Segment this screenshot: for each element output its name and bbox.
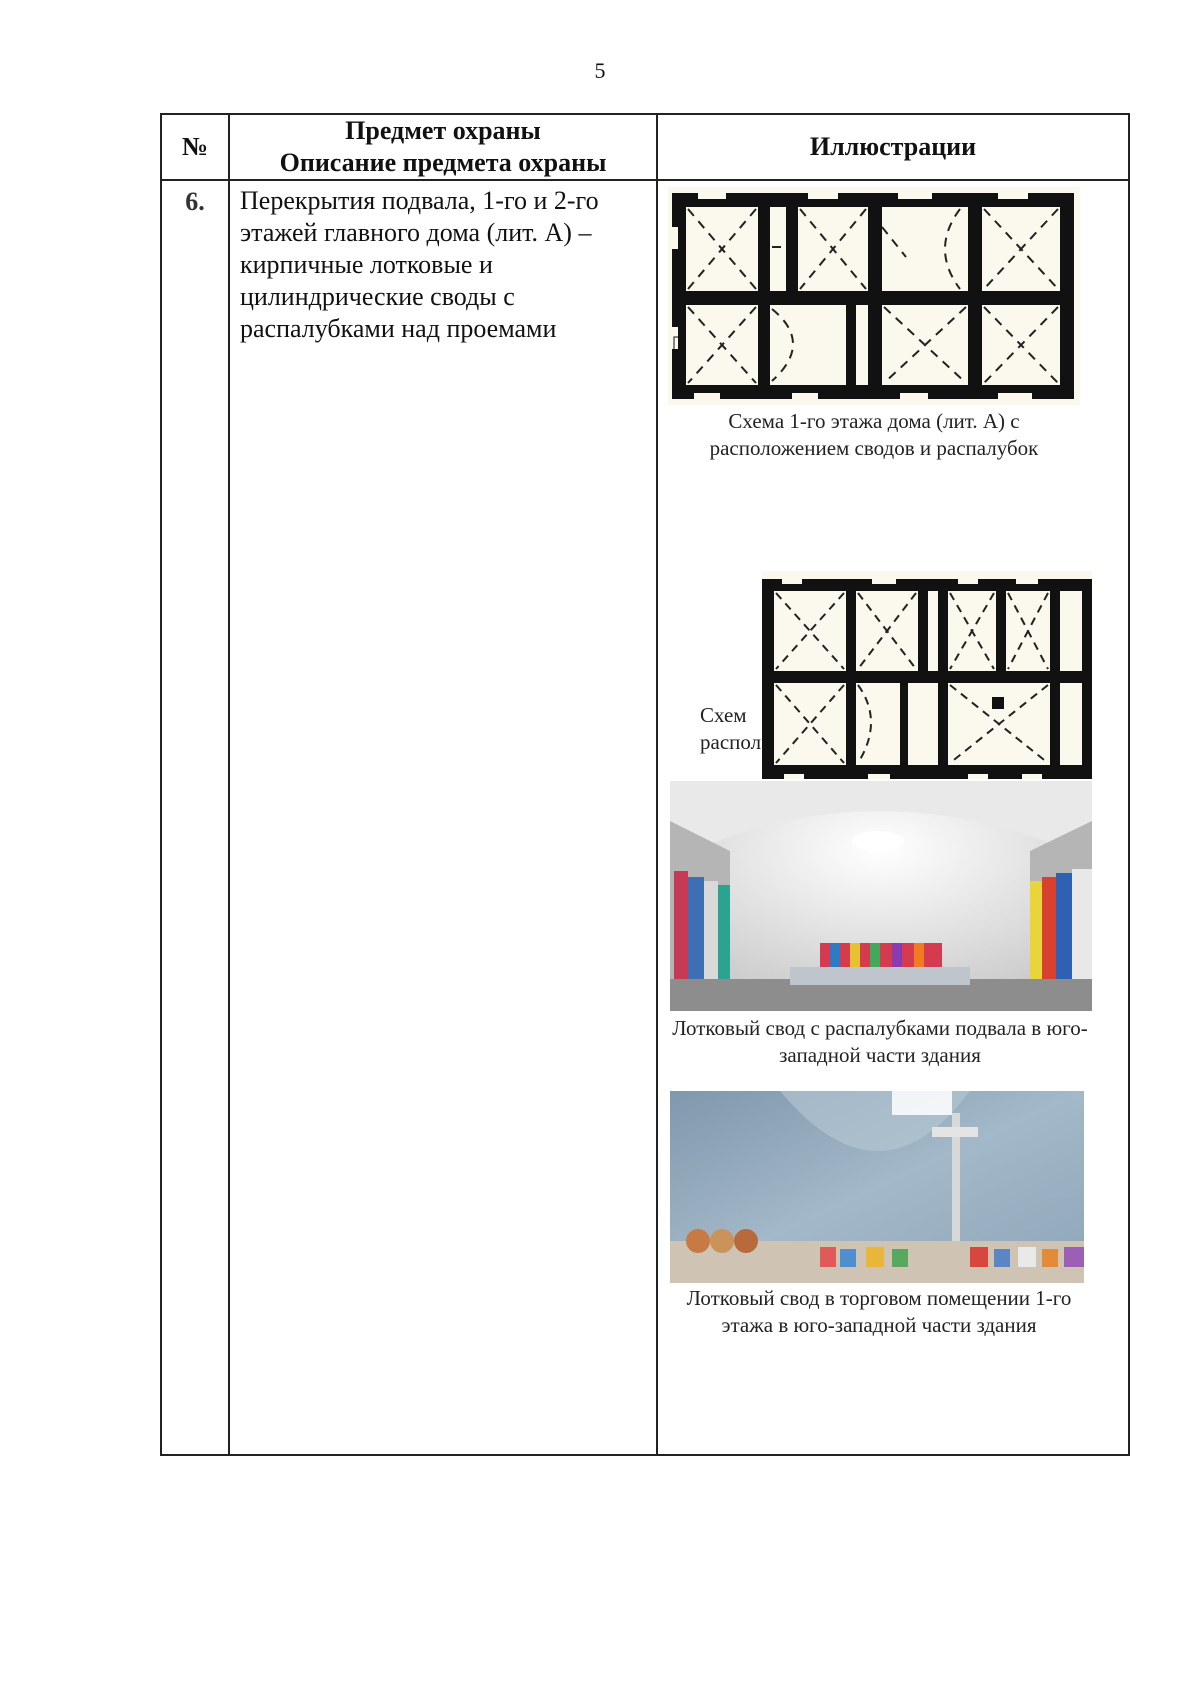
table-row — [161, 180, 1129, 1455]
header-subject-line2: Описание предмета охраны — [279, 148, 607, 177]
row-number: 6. — [161, 180, 229, 1455]
illustrations-cell — [657, 180, 1129, 1455]
protection-subject-table — [160, 113, 1130, 1456]
basement-vault-photo — [670, 781, 1092, 1011]
table-header-row — [161, 114, 1129, 180]
header-illustrations: Иллюстрации — [657, 114, 1129, 180]
floor-plan-2-image — [762, 571, 1092, 779]
plan-2-caption-fragment-1: Схем — [700, 703, 747, 727]
plan-1-caption: Схема 1-го этажа дома (лит. А) с расположением сводов и распалубок — [709, 409, 1039, 460]
page-number: 5 — [594, 58, 606, 83]
header-number: № — [161, 114, 229, 180]
photo-2-caption: Лотковый свод в торговом помещении 1-го этажа в юго-западной части здания — [686, 1286, 1072, 1337]
header-subject — [229, 114, 657, 180]
row-description: Перекрытия подвала, 1-го и 2-го этажей главного дома (лит. А) – кирпичные лотковые и цилиндрические своды с распалубками над проемами — [229, 180, 657, 1455]
plan-2-caption-fragment-2: распол — [700, 730, 762, 754]
photo-1-caption: Лотковый свод с распалубками подвала в юго-западной части здания — [672, 1016, 1088, 1067]
floor-plan-1-image — [668, 187, 1080, 405]
header-subject-line1: Предмет охраны — [345, 116, 541, 145]
shop-vault-photo — [670, 1091, 1084, 1283]
